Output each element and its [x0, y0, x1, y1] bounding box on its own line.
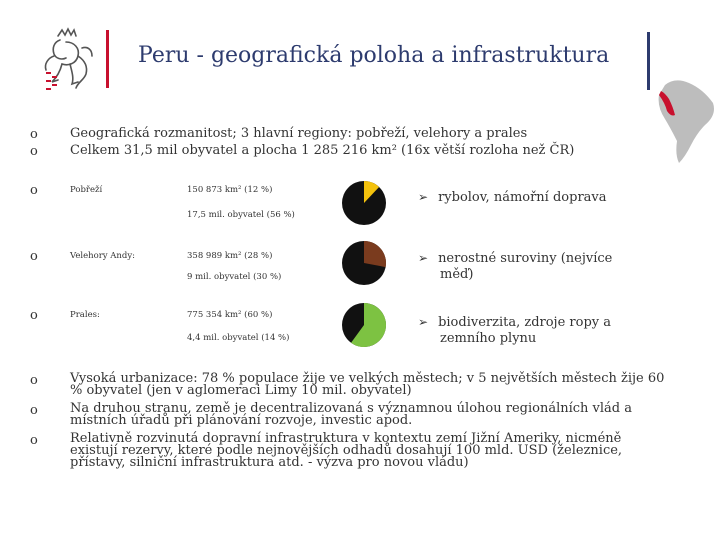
- header-divider-red: [106, 30, 109, 88]
- bottom-line-2: Na druhou stranu, země je decentralizovaná s významnou úlohou regionálních vlád a místních úřadů při plánování rozvoje, investic apod.: [70, 401, 633, 428]
- arrow-icon: ➢: [418, 251, 429, 265]
- bullet-icon: o: [30, 373, 38, 388]
- bullet-icon: o: [30, 308, 38, 323]
- region-name-jungle: Prales:: [70, 310, 100, 320]
- pie-chart-jungle: [341, 302, 387, 348]
- region-name-andes: Velehory Andy:: [70, 251, 136, 261]
- bullet-icon: o: [30, 403, 38, 418]
- arrow-icon: ➢: [418, 190, 429, 204]
- page-title: Peru - geografická poloha a infrastruktura: [138, 43, 610, 68]
- pie-chart-coast: [341, 180, 387, 226]
- intro-line-1: Geografická rozmanitost; 3 hlavní regiony: pobřeží, velehory a prales: [70, 126, 528, 141]
- region-note-coast: [418, 189, 618, 206]
- bullet-icon: o: [30, 249, 38, 264]
- region-note-andes-text: nerostné suroviny (nejvíce měď): [438, 251, 613, 282]
- region-area-coast: 150 873 km² (12 %): [187, 185, 273, 195]
- bullet-icon: o: [30, 127, 38, 142]
- pie-share-slice: [364, 241, 386, 267]
- bullet-icon: o: [30, 144, 38, 159]
- bottom-line-1: Vysoká urbanizace: 78 % populace žije ve velkých městech; v 5 největších městech žije 60 % obyvatel (jen v aglomeraci Limy 10 mil. obyvatel): [70, 371, 665, 398]
- region-note-coast-text: rybolov, námořní doprava: [438, 190, 607, 205]
- region-area-andes: 358 989 km² (28 %): [187, 251, 273, 261]
- bottom-line-3: Relativně rozvinutá dopravní infrastruktura v kontextu zemí Jižní Ameriky, nicméně existují rezervy, které podle nejnovějších odhadů dosahují 100 mld. USD (železnice, přístavy, silniční infrastruktura atd. - výzva pro novou vládu): [70, 431, 623, 470]
- region-area-jungle: 775 354 km² (60 %): [187, 310, 273, 320]
- region-population-jungle: 4,4 mil. obyvatel (14 %): [187, 333, 290, 343]
- region-note-andes: [418, 250, 640, 283]
- bullet-icon: o: [30, 183, 38, 198]
- region-population-coast: 17,5 mil. obyvatel (56 %): [187, 210, 295, 220]
- region-note-jungle-text: biodiverzita, zdroje ropy a zemního plynu: [438, 315, 612, 346]
- region-note-jungle: [418, 314, 640, 347]
- south-america-map: [655, 75, 720, 165]
- region-population-andes: 9 mil. obyvatel (30 %): [187, 272, 282, 282]
- arrow-icon: ➢: [418, 315, 429, 329]
- region-name-coast: Pobřeží: [70, 185, 103, 195]
- lion-emblem-icon: [38, 26, 98, 94]
- header-divider-blue: [647, 32, 650, 90]
- pie-chart-andes: [341, 240, 387, 286]
- bullet-icon: o: [30, 433, 38, 448]
- intro-line-2: Celkem 31,5 mil obyvatel a plocha 1 285 216 km² (16x větší rozloha než ČR): [70, 143, 575, 158]
